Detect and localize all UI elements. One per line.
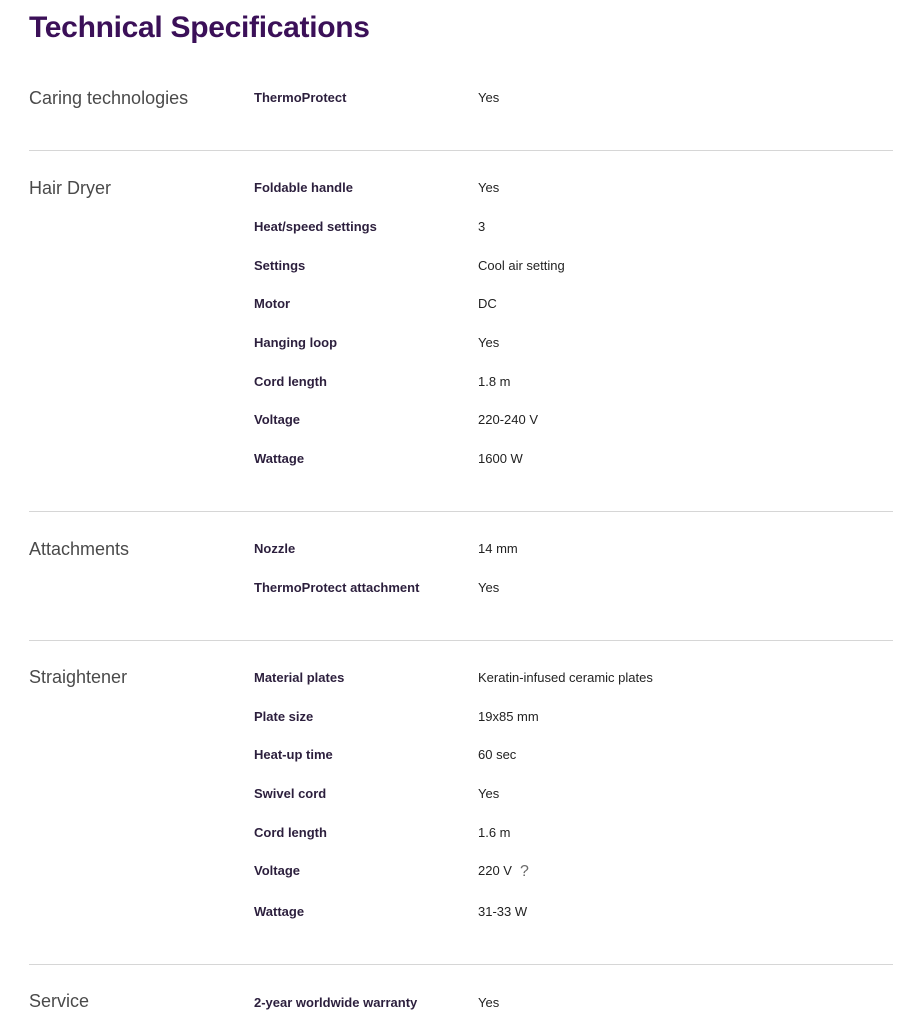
spec-row	[254, 217, 874, 237]
spec-label: Wattage	[254, 904, 305, 919]
spec-row	[254, 333, 874, 353]
spec-label: Cord length	[254, 825, 327, 840]
spec-row	[254, 707, 874, 727]
spec-label: Cord length	[254, 374, 327, 389]
spec-label: 2-year worldwide warranty	[254, 995, 418, 1010]
spec-value: 1.8 m	[478, 374, 511, 389]
spec-value: DC	[478, 296, 497, 311]
spec-value: Cool air setting	[478, 258, 565, 273]
spec-row	[254, 578, 874, 598]
section-divider	[29, 640, 893, 641]
spec-value: 3	[478, 219, 486, 234]
section-title: Service	[29, 991, 90, 1011]
section-divider	[29, 511, 893, 512]
section-divider	[29, 964, 893, 965]
spec-value: Yes	[478, 180, 500, 195]
section-title: Attachments	[29, 539, 130, 559]
spec-value: 19x85 mm	[478, 709, 539, 724]
spec-row	[254, 993, 874, 1013]
spec-row	[254, 410, 874, 430]
spec-row	[254, 745, 874, 765]
section-title: Straightener	[29, 667, 128, 687]
spec-value: Yes	[478, 995, 500, 1010]
spec-row	[254, 861, 874, 881]
spec-row	[254, 668, 874, 688]
spec-row	[254, 256, 874, 276]
spec-label: Material plates	[254, 670, 345, 685]
spec-row	[254, 449, 874, 469]
spec-label: Motor	[254, 296, 291, 311]
spec-value: Yes	[478, 90, 500, 105]
spec-row	[254, 784, 874, 804]
spec-value: 1600 W	[478, 451, 523, 466]
spec-label: ThermoProtect	[254, 90, 347, 105]
spec-row	[254, 372, 874, 392]
question-mark-icon[interactable]: ?	[519, 863, 529, 880]
spec-label: Voltage	[254, 412, 300, 427]
spec-value: 220-240 V	[478, 412, 538, 427]
spec-row	[254, 88, 874, 108]
spec-label: Heat/speed settings	[254, 219, 377, 234]
spec-label: Hanging loop	[254, 335, 338, 350]
spec-value: Yes	[478, 335, 500, 350]
spec-label: Settings	[254, 258, 306, 273]
spec-label: ThermoProtect attachment	[254, 580, 420, 595]
spec-row	[254, 539, 874, 559]
spec-value: 60 sec	[478, 747, 517, 762]
spec-row	[254, 902, 874, 922]
spec-value: Keratin-infused ceramic plates	[478, 670, 653, 685]
spec-value: 14 mm	[478, 541, 518, 556]
spec-label: Heat-up time	[254, 747, 333, 762]
spec-value: Yes	[478, 580, 500, 595]
spec-value-text: 220 V	[478, 863, 512, 878]
spec-label: Foldable handle	[254, 180, 353, 195]
section-title: Hair Dryer	[29, 178, 112, 198]
spec-value: 31-33 W	[478, 904, 528, 919]
spec-label: Wattage	[254, 451, 305, 466]
spec-row	[254, 178, 874, 198]
spec-label: Plate size	[254, 709, 314, 724]
spec-value: Yes	[478, 786, 500, 801]
spec-value: 1.6 m	[478, 825, 511, 840]
spec-row	[254, 823, 874, 843]
spec-label: Nozzle	[254, 541, 296, 556]
section-title: Caring technologies	[29, 88, 189, 108]
spec-label: Swivel cord	[254, 786, 327, 801]
spec-row	[254, 294, 874, 314]
page-title: Technical Specifications	[29, 11, 370, 44]
section-divider	[29, 150, 893, 151]
spec-label: Voltage	[254, 863, 300, 878]
spec-value	[478, 863, 529, 878]
